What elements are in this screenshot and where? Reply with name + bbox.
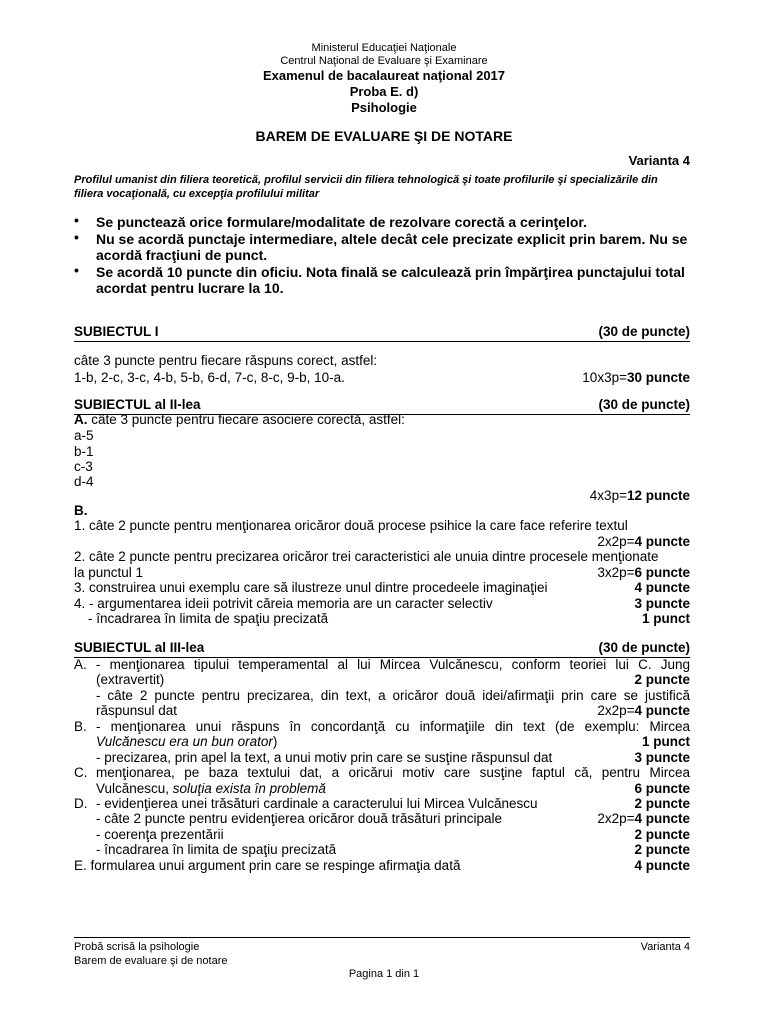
variant-label: Varianta 4 (628, 153, 690, 168)
s2-b1-score-prefix: 2x2p= (597, 534, 635, 549)
s3-c1-continuation (96, 781, 326, 796)
s3-d-label: D. (74, 796, 88, 811)
bullet-1: • (74, 212, 79, 228)
footer-variant: Varianta 4 (640, 941, 690, 953)
s3-d2-score (597, 811, 690, 826)
s2-b4b-score: 1 punct (641, 611, 690, 626)
s3-e1-score: 4 puncte (634, 858, 690, 873)
s3-d1: - evidenţierea unei trăsături cardinale a caracterului lui Mircea Vulcănescu (96, 796, 538, 811)
section-3-title: SUBIECTUL al III-lea (74, 640, 205, 655)
section-1-heading (74, 324, 690, 342)
ministry-header: Ministerul Educaţiei Naţionale (311, 42, 457, 54)
bullet-2: • (74, 229, 79, 245)
s3-c1-quote: soluţia exista în problemă (172, 781, 326, 796)
center-header: Centrul Naţional de Evaluare şi Examinare (280, 55, 488, 67)
s1-score-total: 30 puncte (626, 370, 690, 385)
s3-d4-score: 2 puncte (634, 842, 690, 857)
s2-b3-score: 4 puncte (634, 580, 690, 595)
s3-d2: - câte 2 puncte pentru evidenţierea oricăror două trăsături principale (96, 811, 502, 826)
s2-b3: 3. construirea unui exemplu care să ilustreze unul dintre procedeele imaginaţiei (74, 580, 548, 595)
s3-b1: - menţionarea unui răspuns în concordanţă cu informaţiile din text (de exemplu: Mircea (96, 719, 690, 734)
s3-c-label: C. (74, 765, 88, 780)
s3-b1-example-italic: Vulcănescu era un bun orator (96, 734, 273, 749)
footer-divider (74, 937, 690, 938)
s3-b1-score: 1 punct (641, 734, 690, 749)
s3-c1: menţionarea, pe baza textului dat, a oricărui motiv care susţine faptul că, pentru Mircea (96, 765, 690, 780)
s3-a2: - câte 2 puncte pentru precizarea, din text, a oricăror două idei/afirmaţii prin care se justifică (96, 688, 690, 703)
exam-title: Examenul de bacalaureat naţional 2017 (262, 68, 506, 83)
section-3-heading (74, 640, 690, 658)
s1-score (582, 370, 690, 385)
rule-3-line-1: Se acordă 10 puncte din oficiu. Nota finală se calculează prin împărţirea punctajului total (96, 264, 685, 280)
section-2-points: (30 de puncte) (598, 397, 690, 412)
profile-line-2: filiera vocaţională, cu excepţia profilului militar (74, 188, 320, 200)
s3-c1-score: 6 puncte (634, 781, 690, 796)
section-1-points: (30 de puncte) (598, 324, 690, 339)
s2-a-item: b-1 (74, 444, 94, 459)
s2-a-intro-text: câte 3 puncte pentru fiecare asociere corectă, astfel: (87, 412, 405, 427)
rule-2-line-1: Nu se acordă punctaje intermediare, altele decât cele precizate explicit prin barem. Nu se (96, 231, 688, 247)
s3-b1-example (96, 734, 277, 749)
footer-left-1: Probă scrisă la psihologie (74, 941, 200, 953)
subject-title: Psihologie (351, 100, 417, 115)
s3-a2b: răspunsul dat (96, 703, 178, 718)
section-3-points: (30 de puncte) (598, 640, 690, 655)
s3-d1-score: 2 puncte (634, 796, 690, 811)
s3-b-label: B. (74, 719, 87, 734)
rule-1: Se punctează orice formulare/modalitate de rezolvare corectă a cerinţelor. (96, 214, 587, 230)
s3-d3: - coerenţa prezentării (96, 827, 224, 842)
s3-b2-score: 3 puncte (634, 750, 690, 765)
section-1-title: SUBIECTUL I (74, 324, 159, 339)
section-2-title: SUBIECTUL al II-lea (74, 397, 201, 412)
s2-b2-line-1: 2. câte 2 puncte pentru precizarea oricăror trei caracteristici ale unuia dintre procesele menţionate (74, 549, 659, 564)
rule-2-line-2: acordă fracţiuni de punct. (96, 247, 268, 263)
s1-answers: 1-b, 2-c, 3-c, 4-b, 5-b, 6-d, 7-c, 8-c, 9-b, 10-a. (74, 370, 345, 385)
s2-b1-score (597, 534, 690, 549)
s3-c1-name: Vulcănescu, (96, 781, 173, 796)
s2-a-item: c-3 (74, 459, 93, 474)
s2-b2-score-total: 6 puncte (634, 565, 690, 580)
s3-e1: E. formularea unui argument prin care se respinge afirmaţia dată (74, 858, 461, 873)
s2-b4-score: 3 puncte (634, 596, 690, 611)
s2-b1: 1. câte 2 puncte pentru menţionarea oricăror două procese psihice la care face referire textul (74, 518, 628, 533)
s3-a-label: A. (74, 657, 87, 672)
s3-a2-score-prefix: 2x2p= (597, 703, 635, 718)
s2-b4: 4. - argumentarea ideii potrivit căreia memoria are un caracter selectiv (74, 596, 493, 611)
s2-b2-line-2: la punctul 1 (74, 565, 144, 580)
s3-d3-score: 2 puncte (634, 827, 690, 842)
s3-a1-score: 2 puncte (634, 672, 690, 687)
s2-b2-score-prefix: 3x2p= (597, 565, 635, 580)
s3-a2-score (597, 703, 690, 718)
rule-3-line-2: acordat pentru lucrare la 10. (96, 280, 284, 296)
s2-b2-score (597, 565, 690, 580)
s2-b-label: B. (74, 503, 88, 518)
document-title: BAREM DE EVALUARE ŞI DE NOTARE (255, 128, 513, 144)
s2-a-item: a-5 (74, 428, 94, 443)
proba-title: Proba E. d) (349, 84, 419, 99)
s3-a1b: (extravertit) (96, 672, 165, 687)
s3-a2-score-total: 4 puncte (634, 703, 690, 718)
s3-b1-example-close: ) (272, 734, 278, 749)
s3-d2-score-total: 4 puncte (634, 811, 690, 826)
s2-a-score (590, 488, 690, 503)
s3-d4: - încadrarea în limita de spaţiu precizată (96, 842, 337, 857)
s3-b2: - precizarea, prin apel la text, a unui motiv prin care se susţine răspunsul dat (96, 750, 553, 765)
s2-a-intro (74, 412, 405, 427)
profile-line-1: Profilul umanist din filiera teoretică, profilul servicii din filiera tehnologică şi toate profilurile şi specializările din (74, 174, 658, 186)
footer-left-2: Barem de evaluare şi de notare (74, 955, 228, 967)
s2-a-score-total: 12 puncte (626, 488, 690, 503)
s2-b1-score-total: 4 puncte (634, 534, 690, 549)
s1-intro: câte 3 puncte pentru fiecare răspuns corect, astfel: (74, 353, 378, 368)
s3-d2-score-prefix: 2x2p= (597, 811, 635, 826)
s2-a-score-prefix: 4x3p= (589, 488, 627, 503)
s3-a1: - menţionarea tipului temperamental al lui Mircea Vulcănescu, conform teoriei lui C. Jung (96, 657, 690, 672)
bullet-3: • (74, 262, 79, 278)
page-number: Pagina 1 din 1 (348, 968, 420, 980)
s2-a-label: A. (74, 412, 88, 427)
s2-a-item: d-4 (74, 474, 94, 489)
s1-score-prefix: 10x3p= (582, 370, 627, 385)
s2-b4b: - încadrarea în limita de spaţiu precizată (88, 611, 329, 626)
